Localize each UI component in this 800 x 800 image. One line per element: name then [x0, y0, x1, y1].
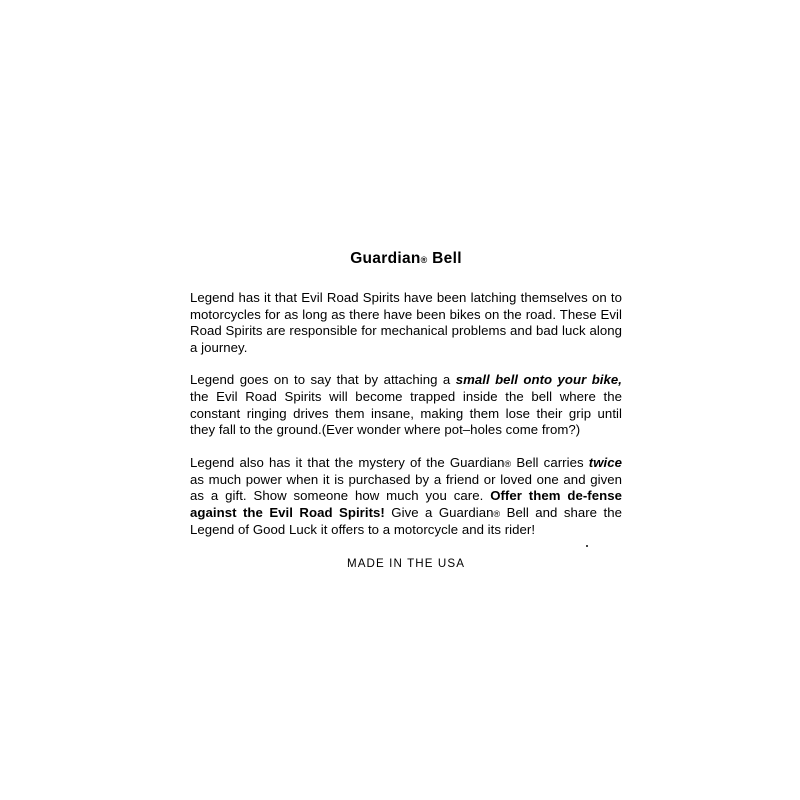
paragraph-gift-power [190, 455, 622, 538]
guardian-bell-card [190, 250, 622, 570]
registered-trademark-icon: ® [504, 458, 512, 469]
title-main-text: Guardian [350, 250, 421, 267]
paragraph-text: Bell and share the Legend of Good Luck it offers to a motorcycle and its rider! [190, 504, 622, 537]
paragraph-text: Legend has it that Evil Road Spirits have been latching themselves on to motorcycles for as long as there have been bikes on the road. These Evil Road Spirits are responsible for mechanical problems and bad luck along a journey. [190, 290, 622, 355]
paragraph-text: Bell carries [511, 454, 589, 470]
paragraph-emphasis-text: small bell onto your bike, [455, 372, 622, 388]
paragraph-strong-text: Offer them de-fense against the Evil Road Spirits! [190, 488, 622, 520]
page-title [190, 250, 622, 268]
paragraph-bell-trap [190, 372, 622, 438]
paragraph-legend-origin [190, 290, 622, 356]
registered-trademark-icon: ® [420, 254, 428, 265]
paragraph-text: Legend also has it that the mystery of the Guardian [190, 454, 505, 470]
paragraph-text: as much power when it is purchased by a friend or loved one and given as a gift. Show someone how much you care. [190, 471, 622, 504]
print-speck-mark [586, 545, 588, 547]
registered-trademark-icon: ® [493, 508, 501, 519]
paragraph-text: Give a Guardian [384, 504, 494, 520]
paragraph-text: the Evil Road Spirits will become trapped inside the bell where the constant ringing drives them insane, making them lose their grip until they fall to the ground.(Ever wonder where pot–holes come from?) [190, 388, 622, 438]
paragraph-text: Legend goes on to say that by attaching a [190, 372, 456, 388]
paragraph-emphasis-text: twice [588, 454, 622, 470]
made-in-usa-footer: MADE IN THE USA [346, 557, 466, 571]
title-suffix-text: Bell [427, 250, 462, 267]
